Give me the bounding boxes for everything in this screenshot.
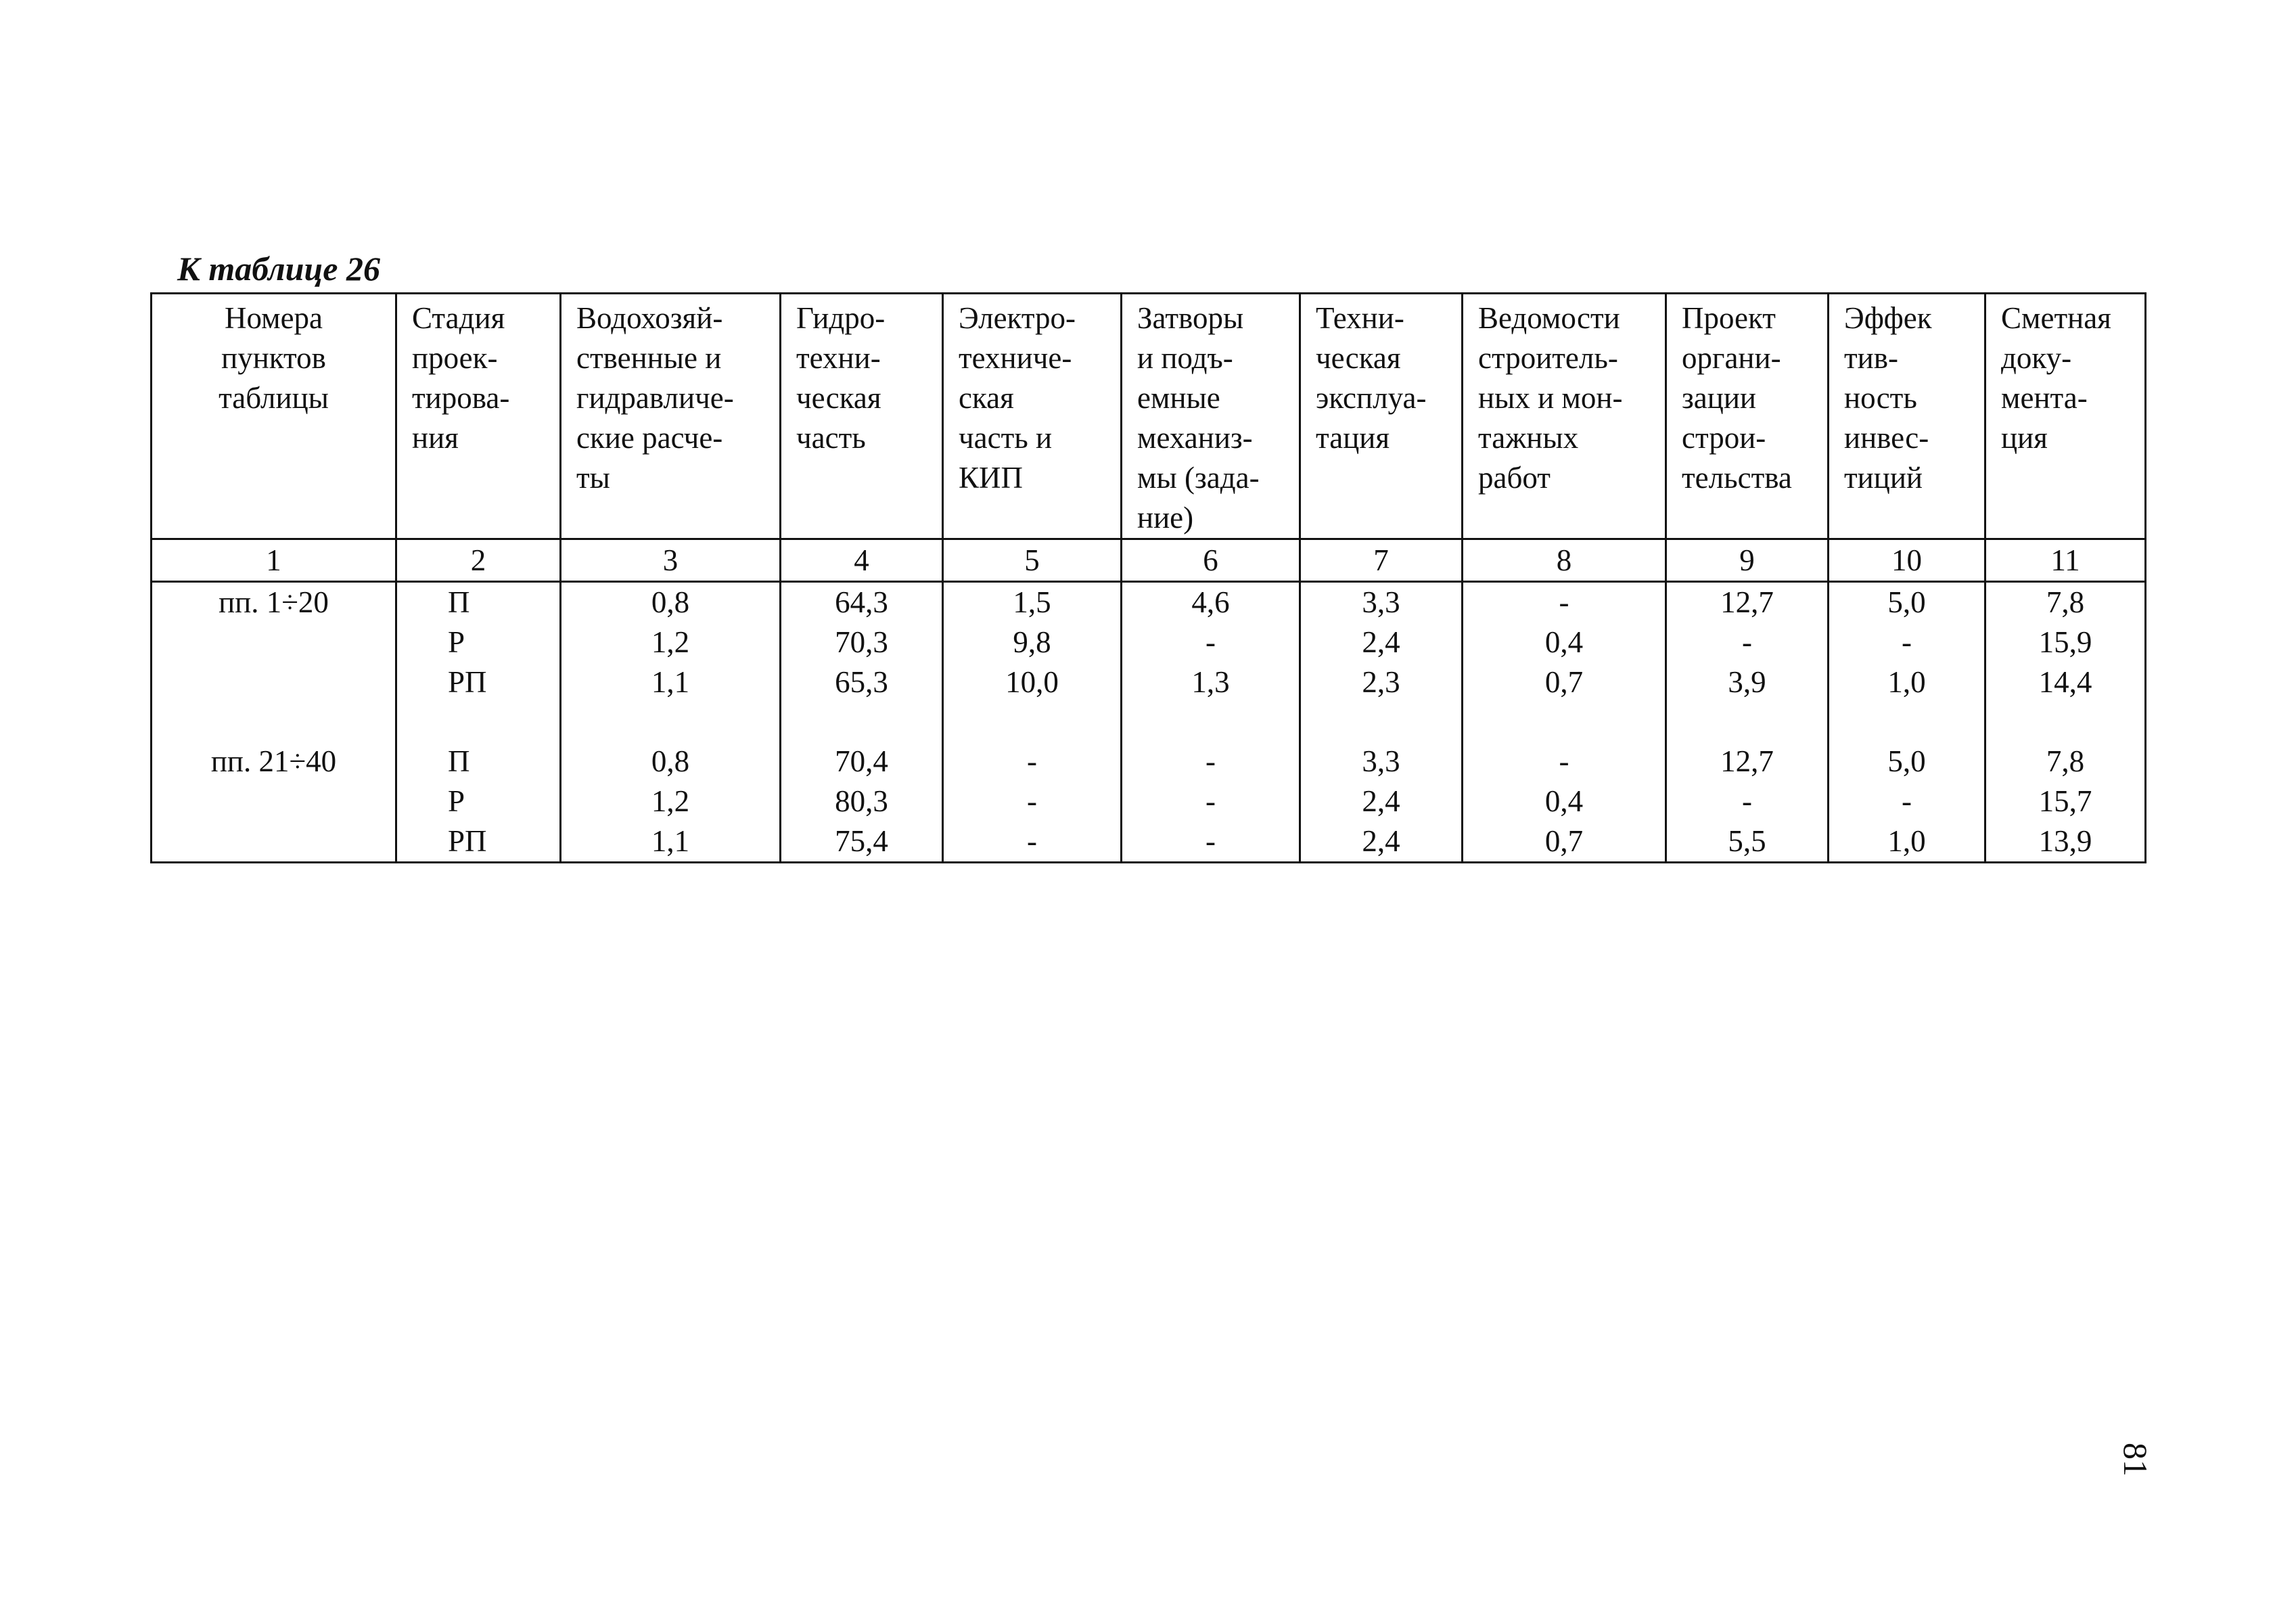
- header-line: тажных: [1478, 421, 1579, 455]
- header-line: часть: [796, 421, 866, 455]
- column-number-cell: 7: [1300, 539, 1463, 582]
- header-line: мы (зада-: [1137, 461, 1260, 495]
- header-line: тиций: [1844, 461, 1923, 495]
- stage-cell: Р: [396, 782, 561, 821]
- page-number: 81: [2117, 1443, 2155, 1476]
- value-cell: 0,7: [1463, 821, 1666, 863]
- data-table: [150, 292, 2146, 863]
- value-cell: 1,1: [561, 662, 781, 702]
- value-cell: -: [1122, 742, 1300, 782]
- header-line: Эффек: [1844, 301, 1932, 335]
- value-cell: 2,4: [1300, 821, 1463, 863]
- value-cell: -: [1122, 821, 1300, 863]
- table-row: [152, 742, 2146, 782]
- header-line: мента-: [2001, 381, 2088, 415]
- value-cell: -: [943, 742, 1122, 782]
- column-number-row: [152, 539, 2146, 582]
- spacer-cell: [943, 702, 1122, 742]
- header-line: и подъ-: [1137, 341, 1233, 375]
- header-line: ские расче-: [576, 421, 723, 455]
- value-cell: 9,8: [943, 623, 1122, 662]
- group-label-cell: пп. 1÷20: [152, 582, 396, 623]
- value-cell: 0,4: [1463, 623, 1666, 662]
- spacer-cell: [1985, 702, 2146, 742]
- table-row: [152, 782, 2146, 821]
- value-cell: 15,9: [1985, 623, 2146, 662]
- value-cell: 1,1: [561, 821, 781, 863]
- value-cell: 7,8: [1985, 742, 2146, 782]
- header-line: пунктов: [221, 341, 326, 375]
- header-line: гидравличе-: [576, 381, 734, 415]
- header-cell: [1666, 294, 1829, 539]
- header-line: инвес-: [1844, 421, 1929, 455]
- value-cell: 0,7: [1463, 662, 1666, 702]
- group-label-cell: [152, 782, 396, 821]
- column-number-cell: 6: [1122, 539, 1300, 582]
- value-cell: 64,3: [781, 582, 943, 623]
- table-caption: К таблице 26: [177, 250, 380, 288]
- value-cell: 14,4: [1985, 662, 2146, 702]
- column-number-cell: 3: [561, 539, 781, 582]
- stage-cell: П: [396, 582, 561, 623]
- spacer-cell: [1666, 702, 1829, 742]
- spacer-cell: [1829, 702, 1985, 742]
- value-cell: 5,0: [1829, 742, 1985, 782]
- group-label-cell: [152, 623, 396, 662]
- value-cell: 7,8: [1985, 582, 2146, 623]
- header-cell: [1829, 294, 1985, 539]
- spacer-cell: [561, 702, 781, 742]
- value-cell: 1,0: [1829, 821, 1985, 863]
- value-cell: 1,0: [1829, 662, 1985, 702]
- header-line: ты: [576, 461, 610, 495]
- spacer-cell: [781, 702, 943, 742]
- group-spacer-row: [152, 702, 2146, 742]
- header-cell: [561, 294, 781, 539]
- value-cell: 2,4: [1300, 782, 1463, 821]
- spacer-cell: [1122, 702, 1300, 742]
- header-line: доку-: [2001, 341, 2072, 375]
- header-line: строи-: [1682, 421, 1766, 455]
- header-line: ская: [959, 381, 1014, 415]
- value-cell: 0,4: [1463, 782, 1666, 821]
- header-line: проек-: [412, 341, 498, 375]
- value-cell: 3,9: [1666, 662, 1829, 702]
- header-cell: [1463, 294, 1666, 539]
- header-line: органи-: [1682, 341, 1781, 375]
- header-line: часть и: [959, 421, 1053, 455]
- column-number-cell: 11: [1985, 539, 2146, 582]
- header-line: ственные и: [576, 341, 722, 375]
- header-line: работ: [1478, 461, 1551, 495]
- header-line: Техни-: [1316, 301, 1404, 335]
- header-line: эксплуа-: [1316, 381, 1427, 415]
- header-line: тирова-: [412, 381, 510, 415]
- group-label-cell: [152, 662, 396, 702]
- header-line: механиз-: [1137, 421, 1253, 455]
- value-cell: -: [1829, 782, 1985, 821]
- header-line: зации: [1682, 381, 1756, 415]
- value-cell: 3,3: [1300, 742, 1463, 782]
- stage-cell: РП: [396, 662, 561, 702]
- header-row: [152, 294, 2146, 539]
- stage-cell: РП: [396, 821, 561, 863]
- header-line: Водохозяй-: [576, 301, 723, 335]
- header-line: Номера: [224, 301, 323, 335]
- value-cell: 1,5: [943, 582, 1122, 623]
- value-cell: 0,8: [561, 582, 781, 623]
- value-cell: 1,2: [561, 623, 781, 662]
- column-number-cell: 8: [1463, 539, 1666, 582]
- table-body: [152, 294, 2146, 863]
- spacer-cell: [1300, 702, 1463, 742]
- table-row: [152, 662, 2146, 702]
- column-number-cell: 5: [943, 539, 1122, 582]
- spacer-cell: [396, 702, 561, 742]
- value-cell: 75,4: [781, 821, 943, 863]
- value-cell: -: [1463, 582, 1666, 623]
- column-number-cell: 4: [781, 539, 943, 582]
- value-cell: 12,7: [1666, 582, 1829, 623]
- header-line: Гидро-: [796, 301, 886, 335]
- value-cell: 0,8: [561, 742, 781, 782]
- value-cell: -: [1829, 623, 1985, 662]
- header-line: емные: [1137, 381, 1220, 415]
- header-cell: [1122, 294, 1300, 539]
- value-cell: -: [943, 782, 1122, 821]
- value-cell: -: [943, 821, 1122, 863]
- value-cell: 10,0: [943, 662, 1122, 702]
- value-cell: 15,7: [1985, 782, 2146, 821]
- stage-cell: Р: [396, 623, 561, 662]
- stage-cell: П: [396, 742, 561, 782]
- header-line: техниче-: [959, 341, 1072, 375]
- header-line: ция: [2001, 421, 2048, 455]
- header-line: Ведомости: [1478, 301, 1620, 335]
- header-line: тив-: [1844, 341, 1898, 375]
- value-cell: -: [1463, 742, 1666, 782]
- group-label-cell: пп. 21÷40: [152, 742, 396, 782]
- header-line: ческая: [1316, 341, 1401, 375]
- value-cell: 13,9: [1985, 821, 2146, 863]
- header-cell: [781, 294, 943, 539]
- value-cell: -: [1666, 623, 1829, 662]
- header-line: Затворы: [1137, 301, 1244, 335]
- header-line: Сметная: [2001, 301, 2111, 335]
- header-cell: [396, 294, 561, 539]
- header-line: КИП: [959, 461, 1024, 495]
- value-cell: 3,3: [1300, 582, 1463, 623]
- table-row: [152, 821, 2146, 863]
- header-line: ных и мон-: [1478, 381, 1623, 415]
- value-cell: -: [1122, 623, 1300, 662]
- header-line: ность: [1844, 381, 1917, 415]
- value-cell: 4,6: [1122, 582, 1300, 623]
- value-cell: 5,0: [1829, 582, 1985, 623]
- header-line: ния: [412, 421, 459, 455]
- value-cell: -: [1122, 782, 1300, 821]
- header-line: техни-: [796, 341, 881, 375]
- header-line: Проект: [1682, 301, 1776, 335]
- table-row: [152, 623, 2146, 662]
- value-cell: 80,3: [781, 782, 943, 821]
- header-cell: [1985, 294, 2146, 539]
- value-cell: 1,3: [1122, 662, 1300, 702]
- column-number-cell: 2: [396, 539, 561, 582]
- value-cell: 2,3: [1300, 662, 1463, 702]
- header-line: тельства: [1682, 461, 1792, 495]
- value-cell: 70,3: [781, 623, 943, 662]
- header-line: ние): [1137, 501, 1194, 535]
- column-number-cell: 9: [1666, 539, 1829, 582]
- spacer-cell: [152, 702, 396, 742]
- column-number-cell: 1: [152, 539, 396, 582]
- value-cell: 70,4: [781, 742, 943, 782]
- value-cell: 12,7: [1666, 742, 1829, 782]
- group-label-cell: [152, 821, 396, 863]
- header-line: Электро-: [959, 301, 1076, 335]
- header-cell: [1300, 294, 1463, 539]
- value-cell: -: [1666, 782, 1829, 821]
- spacer-cell: [1463, 702, 1666, 742]
- header-line: тация: [1316, 421, 1390, 455]
- table-row: [152, 582, 2146, 623]
- header-line: таблицы: [219, 381, 329, 415]
- value-cell: 5,5: [1666, 821, 1829, 863]
- header-line: Стадия: [412, 301, 505, 335]
- header-cell: [943, 294, 1122, 539]
- column-number-cell: 10: [1829, 539, 1985, 582]
- value-cell: 65,3: [781, 662, 943, 702]
- header-line: ческая: [796, 381, 881, 415]
- header-cell: [152, 294, 396, 539]
- value-cell: 2,4: [1300, 623, 1463, 662]
- value-cell: 1,2: [561, 782, 781, 821]
- header-line: строитель-: [1478, 341, 1618, 375]
